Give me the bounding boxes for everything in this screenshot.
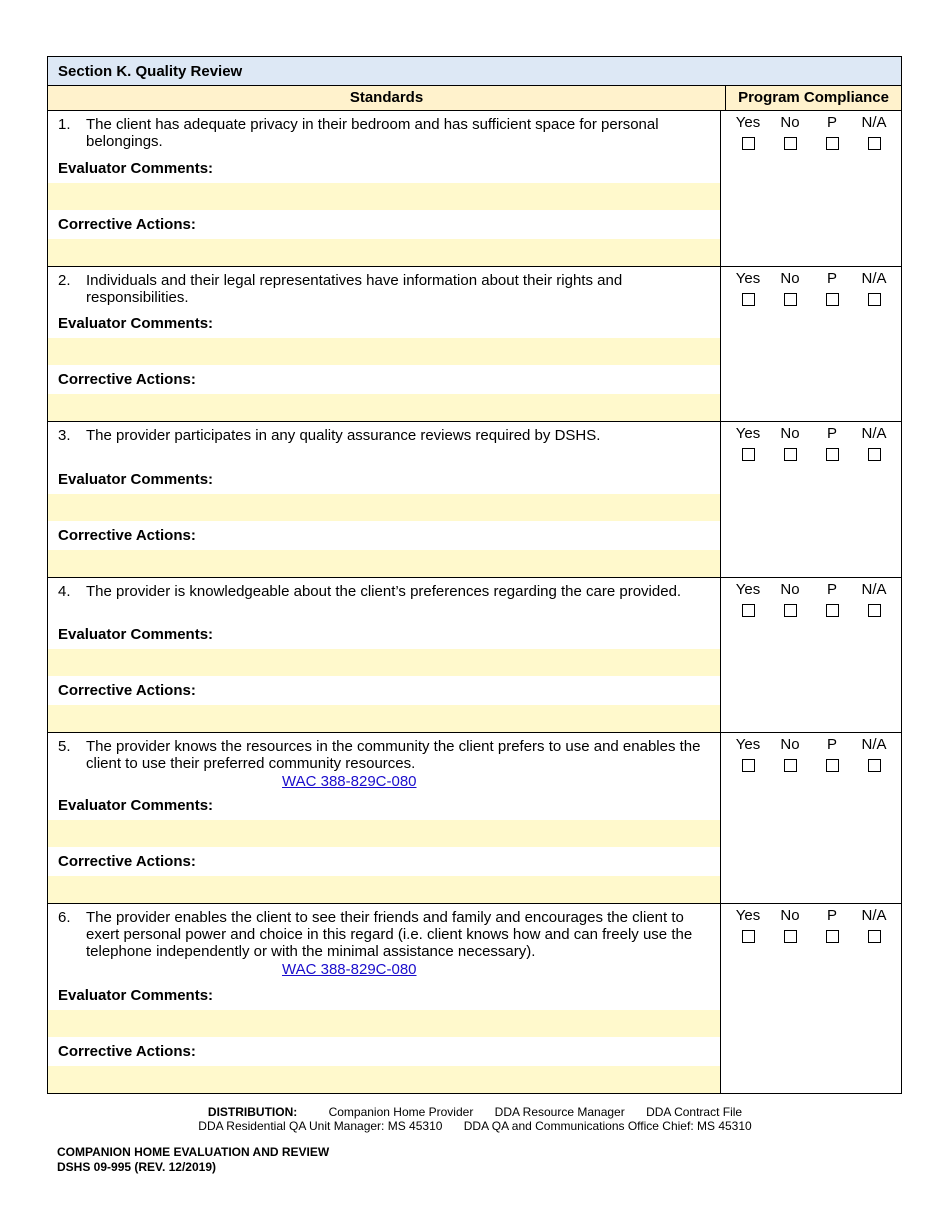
distribution-item: DDA QA and Communications Office Chief: MS 45310	[463, 1119, 752, 1133]
standard-number: 5.	[58, 738, 71, 755]
option-label: No	[780, 907, 800, 924]
option-label: Yes	[735, 736, 761, 753]
compliance-option	[727, 114, 769, 150]
checkbox[interactable]	[826, 448, 839, 461]
checkbox[interactable]	[826, 930, 839, 943]
evaluator-comments-label: Evaluator Comments:	[58, 159, 214, 177]
standard-description: Individuals and their legal representatives have information about their rights and responsibilities.	[86, 271, 623, 306]
standard-text	[48, 904, 720, 960]
compliance-option	[727, 270, 769, 306]
compliance-option	[853, 907, 895, 943]
compliance-cell	[721, 578, 901, 733]
distribution-label: DISTRIBUTION:	[207, 1105, 298, 1119]
compliance-option	[727, 736, 769, 772]
corrective-actions-label: Corrective Actions:	[58, 1043, 196, 1060]
standard-number: 6.	[58, 909, 71, 926]
option-label: P	[826, 580, 837, 598]
evaluator-comments-field[interactable]	[48, 494, 720, 521]
standard-number: 4.	[58, 582, 71, 600]
option-label: Yes	[735, 907, 761, 924]
corrective-actions-field[interactable]	[48, 876, 720, 903]
standard-text	[48, 578, 720, 600]
evaluator-comments-label: Evaluator Comments:	[58, 470, 214, 488]
compliance-option	[853, 581, 895, 617]
compliance-option	[853, 736, 895, 772]
evaluator-comments-field[interactable]	[48, 338, 720, 365]
distribution-item: DDA Contract File	[646, 1105, 743, 1119]
compliance-options	[721, 267, 901, 306]
form-number: DSHS 09-995 (REV. 12/2019)	[57, 1160, 216, 1174]
evaluator-comments-field[interactable]	[48, 183, 720, 210]
checkbox[interactable]	[826, 137, 839, 150]
evaluator-comments-label: Evaluator Comments:	[58, 626, 214, 643]
option-label: Yes	[735, 269, 761, 287]
compliance-option	[769, 907, 811, 943]
compliance-cell	[721, 111, 901, 266]
option-label: No	[780, 425, 800, 442]
corrective-actions-label: Corrective Actions:	[58, 682, 196, 699]
corrective-actions-field[interactable]	[48, 1066, 720, 1093]
checkbox[interactable]	[826, 604, 839, 617]
standard-cell	[48, 422, 721, 577]
evaluator-comments-field[interactable]	[48, 649, 720, 676]
standard-row	[48, 111, 901, 267]
compliance-option	[769, 425, 811, 461]
compliance-option	[853, 270, 895, 306]
evaluator-comments-label: Evaluator Comments:	[58, 987, 214, 1004]
standard-text	[48, 733, 720, 772]
evaluator-comments-label: Evaluator Comments:	[58, 315, 214, 332]
standard-row	[48, 267, 901, 423]
compliance-options	[721, 422, 901, 461]
standard-cell	[48, 733, 721, 903]
checkbox[interactable]	[784, 759, 797, 772]
option-label: P	[826, 425, 837, 442]
corrective-actions-field[interactable]	[48, 394, 720, 421]
standard-cell	[48, 904, 721, 1093]
compliance-option	[769, 736, 811, 772]
compliance-option	[769, 581, 811, 617]
compliance-option	[769, 114, 811, 150]
compliance-option	[811, 114, 853, 150]
distribution-item: DDA Residential QA Unit Manager: MS 45310	[198, 1119, 443, 1133]
standard-text	[48, 111, 720, 150]
form-identifier	[57, 1145, 329, 1175]
option-label: Yes	[735, 580, 761, 598]
option-label: No	[780, 736, 800, 753]
compliance-header: Program Compliance	[738, 89, 889, 106]
checkbox[interactable]	[784, 137, 797, 150]
corrective-actions-label: Corrective Actions:	[58, 526, 196, 544]
option-label: N/A	[861, 580, 887, 598]
distribution-item: Companion Home Provider	[328, 1105, 474, 1119]
checkbox[interactable]	[784, 604, 797, 617]
evaluator-comments-field[interactable]	[48, 1010, 720, 1037]
checkbox[interactable]	[784, 293, 797, 306]
corrective-actions-label: Corrective Actions:	[58, 215, 196, 233]
checkbox[interactable]	[868, 930, 881, 943]
checkbox[interactable]	[826, 293, 839, 306]
section-title: Section K. Quality Review	[48, 57, 901, 86]
checkbox[interactable]	[742, 137, 755, 150]
corrective-actions-field[interactable]	[48, 705, 720, 732]
option-label: P	[826, 269, 837, 287]
standard-row	[48, 733, 901, 904]
compliance-options	[721, 733, 901, 772]
standard-description: The provider knows the resources in the community the client prefers to use and enables the client to use their preferred community resources.	[86, 738, 701, 772]
corrective-actions-field[interactable]	[48, 239, 720, 266]
compliance-options	[721, 578, 901, 617]
compliance-option	[727, 907, 769, 943]
distribution-item: DDA Resource Manager	[494, 1105, 625, 1119]
wac-link[interactable]: WAC 388-829C-080	[282, 773, 417, 790]
checkbox[interactable]	[868, 137, 881, 150]
form-title: COMPANION HOME EVALUATION AND REVIEW	[57, 1145, 330, 1159]
standard-description: The provider is knowledgeable about the client’s preferences regarding the care provided.	[86, 582, 682, 600]
checkbox[interactable]	[868, 604, 881, 617]
option-label: N/A	[861, 736, 887, 753]
standard-cell	[48, 267, 721, 422]
evaluator-comments-field[interactable]	[48, 820, 720, 847]
checkbox[interactable]	[784, 448, 797, 461]
checkbox[interactable]	[784, 930, 797, 943]
corrective-actions-label: Corrective Actions:	[58, 853, 196, 870]
compliance-option	[727, 425, 769, 461]
compliance-option	[811, 736, 853, 772]
option-label: N/A	[861, 114, 887, 131]
standard-number: 2.	[58, 271, 71, 289]
standard-cell	[48, 578, 721, 733]
option-label: Yes	[735, 114, 761, 131]
standard-text	[48, 422, 720, 444]
compliance-option	[853, 114, 895, 150]
option-label: N/A	[861, 907, 887, 924]
compliance-cell	[721, 267, 901, 422]
corrective-actions-label: Corrective Actions:	[58, 371, 196, 388]
compliance-option	[811, 581, 853, 617]
compliance-option	[811, 907, 853, 943]
compliance-option	[853, 425, 895, 461]
option-label: No	[780, 580, 800, 598]
standard-number: 1.	[58, 116, 71, 133]
standard-description: The client has adequate privacy in their bedroom and has sufficient space for personal belongings.	[86, 116, 659, 150]
standard-text	[48, 267, 720, 306]
evaluator-comments-label: Evaluator Comments:	[58, 797, 214, 814]
corrective-actions-field[interactable]	[48, 550, 720, 577]
standard-row	[48, 904, 901, 1093]
compliance-option	[769, 270, 811, 306]
compliance-options	[721, 904, 901, 943]
checkbox[interactable]	[742, 293, 755, 306]
option-label: No	[780, 269, 800, 287]
checkbox[interactable]	[868, 448, 881, 461]
checkbox[interactable]	[742, 930, 755, 943]
quality-review-form	[47, 56, 902, 1094]
option-label: No	[780, 114, 800, 131]
column-headers	[48, 86, 901, 111]
compliance-cell	[721, 904, 901, 1093]
wac-reference	[48, 773, 720, 790]
checkbox[interactable]	[742, 604, 755, 617]
compliance-cell	[721, 422, 901, 577]
compliance-option	[727, 581, 769, 617]
checkbox[interactable]	[742, 448, 755, 461]
option-label: N/A	[861, 425, 887, 442]
wac-link[interactable]: WAC 388-829C-080	[282, 961, 417, 978]
option-label: P	[826, 907, 837, 924]
standard-description: The provider participates in any quality assurance reviews required by DSHS.	[86, 427, 601, 444]
standard-row	[48, 422, 901, 578]
compliance-option	[811, 270, 853, 306]
option-label: Yes	[735, 425, 761, 442]
compliance-options	[721, 111, 901, 150]
checkbox[interactable]	[826, 759, 839, 772]
standard-description: The provider enables the client to see their friends and family and encourages the client to exert personal power and choice in this regard (i.e. client knows how and can freely use the telephone independently or with the minimal assistance necessary).	[86, 909, 693, 960]
standard-row	[48, 578, 901, 734]
standard-number: 3.	[58, 427, 71, 444]
checkbox[interactable]	[742, 759, 755, 772]
option-label: P	[826, 736, 837, 753]
standard-cell	[48, 111, 721, 266]
wac-reference	[48, 961, 720, 978]
compliance-option	[811, 425, 853, 461]
checkbox[interactable]	[868, 293, 881, 306]
compliance-cell	[721, 733, 901, 903]
standards-header: Standards	[48, 86, 726, 110]
option-label: P	[826, 114, 837, 131]
checkbox[interactable]	[868, 759, 881, 772]
option-label: N/A	[861, 269, 887, 287]
distribution-footer	[0, 1105, 950, 1133]
